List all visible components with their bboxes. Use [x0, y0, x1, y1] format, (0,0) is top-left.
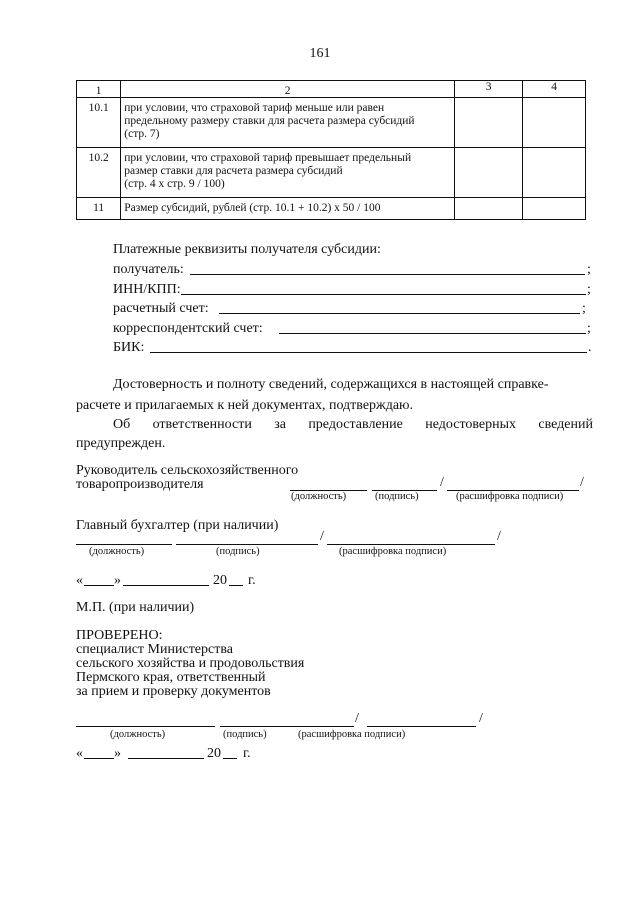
- date-year-prefix: 20: [207, 746, 221, 761]
- accountant-signature-field[interactable]: [176, 544, 318, 545]
- field-end: ;: [587, 321, 591, 336]
- checked-decoding-field[interactable]: [367, 726, 476, 727]
- caption-signature: (подпись): [216, 546, 260, 557]
- account-label: расчетный счет:: [113, 301, 209, 316]
- responsibility-line: [113, 414, 593, 435]
- confirmation-line: Достоверность и полноту сведений, содержащихся в настоящей справке-: [113, 377, 549, 392]
- corr-account-label: корреспондентский счет:: [113, 321, 263, 336]
- recipient-field[interactable]: [190, 274, 585, 275]
- separator-slash: /: [355, 711, 359, 726]
- date-year-field[interactable]: [229, 585, 243, 586]
- caption-position: (должность): [291, 491, 347, 502]
- value-cell-4[interactable]: [523, 198, 586, 220]
- table-row: [77, 148, 586, 198]
- date-month-field[interactable]: [123, 585, 209, 586]
- caption-signature: (подпись): [223, 729, 267, 740]
- row-text-line: (стр. 7): [124, 128, 160, 140]
- checked-line: сельского хозяйства и продовольствия: [76, 656, 305, 671]
- separator-slash: /: [497, 529, 501, 544]
- value-cell-3[interactable]: [455, 148, 523, 198]
- confirmation-line: предупрежден.: [76, 436, 166, 451]
- checked-line: Пермского края, ответственный: [76, 670, 266, 685]
- page-number: 161: [309, 46, 331, 61]
- checked-title: ПРОВЕРЕНО:: [76, 628, 163, 643]
- head-title: товаропроизводителя: [76, 477, 204, 492]
- account-field[interactable]: [219, 313, 580, 314]
- word: ответственности: [152, 417, 252, 432]
- row-text-line: (стр. 4 х стр. 9 / 100): [124, 178, 225, 190]
- corr-account-field[interactable]: [279, 333, 586, 334]
- row-description: [121, 148, 455, 198]
- date-year-field[interactable]: [223, 758, 237, 759]
- bik-label: БИК:: [113, 340, 145, 355]
- date-suffix: г.: [243, 746, 251, 761]
- caption-position: (должность): [89, 546, 145, 557]
- value-cell-3[interactable]: [455, 98, 523, 148]
- head-title: Руководитель сельскохозяйственного: [76, 463, 299, 478]
- inn-kpp-label: ИНН/КПП:: [113, 282, 181, 297]
- date-close-quote: »: [114, 573, 121, 588]
- date-close-quote: »: [114, 746, 121, 761]
- word: Об: [113, 417, 131, 432]
- value-cell-3[interactable]: [455, 198, 523, 220]
- row-text-line: при условии, что страховой тариф меньше или равен: [124, 102, 385, 114]
- field-end: ;: [582, 301, 586, 316]
- accountant-position-field[interactable]: [76, 544, 172, 545]
- table-row: [77, 98, 586, 148]
- accountant-title: Главный бухгалтер (при наличии): [76, 518, 279, 533]
- row-text-line: размер ставки для расчета размера субсидий: [124, 165, 343, 177]
- date-open-quote: «: [76, 746, 83, 761]
- date-day-field[interactable]: [84, 758, 114, 759]
- confirmation-line: расчете и прилагаемых к ней документах, подтверждаю.: [76, 398, 413, 413]
- bik-field[interactable]: [150, 352, 587, 353]
- separator-slash: /: [320, 529, 324, 544]
- field-end: ;: [587, 262, 591, 277]
- separator-slash: /: [440, 475, 444, 490]
- field-end: .: [588, 340, 592, 355]
- requisites-title: Платежные реквизиты получателя субсидии:: [113, 242, 381, 257]
- field-end: ;: [587, 282, 591, 297]
- checked-line: за прием и проверку документов: [76, 684, 271, 699]
- date-suffix: г.: [248, 573, 256, 588]
- row-number: 11: [77, 198, 121, 220]
- caption-decoding: (расшифровка подписи): [298, 729, 406, 740]
- separator-slash: /: [580, 475, 584, 490]
- recipient-label: получатель:: [113, 262, 184, 277]
- word: за: [274, 417, 286, 432]
- row-text-line: предельному размеру ставки для расчета размера субсидий: [124, 115, 415, 127]
- caption-decoding: (расшифровка подписи): [456, 491, 564, 502]
- word: сведений: [538, 417, 593, 432]
- table-row: [77, 198, 586, 220]
- table-header-cell: 3: [455, 81, 523, 98]
- word: недостоверных: [425, 417, 517, 432]
- checked-signature-field[interactable]: [220, 726, 354, 727]
- stamp-note: М.П. (при наличии): [76, 600, 195, 615]
- caption-position: (должность): [110, 729, 166, 740]
- row-text-line: при условии, что страховой тариф превышает предельный: [124, 152, 412, 164]
- table-header-cell: 4: [523, 81, 586, 98]
- date-day-field[interactable]: [84, 585, 114, 586]
- checked-line: специалист Министерства: [76, 642, 233, 657]
- row-number: 10.1: [77, 98, 121, 148]
- row-text-line: Размер субсидий, рублей (стр. 10.1 + 10.2) х 50 / 100: [124, 202, 381, 214]
- subsidy-table: [76, 80, 586, 220]
- accountant-decoding-field[interactable]: [327, 544, 495, 545]
- table-header-cell: 1: [77, 81, 121, 98]
- value-cell-4[interactable]: [523, 98, 586, 148]
- table-header-row: [77, 81, 586, 98]
- separator-slash: /: [479, 711, 483, 726]
- inn-kpp-field[interactable]: [181, 294, 586, 295]
- word: предоставление: [308, 417, 403, 432]
- caption-signature: (подпись): [375, 491, 419, 502]
- table-header-cell: 2: [121, 81, 455, 98]
- date-month-field[interactable]: [128, 758, 204, 759]
- value-cell-4[interactable]: [523, 148, 586, 198]
- row-description: [121, 98, 455, 148]
- caption-decoding: (расшифровка подписи): [339, 546, 447, 557]
- row-description: [121, 198, 455, 220]
- checked-position-field[interactable]: [76, 726, 215, 727]
- row-number: 10.2: [77, 148, 121, 198]
- date-open-quote: «: [76, 573, 83, 588]
- date-year-prefix: 20: [213, 573, 227, 588]
